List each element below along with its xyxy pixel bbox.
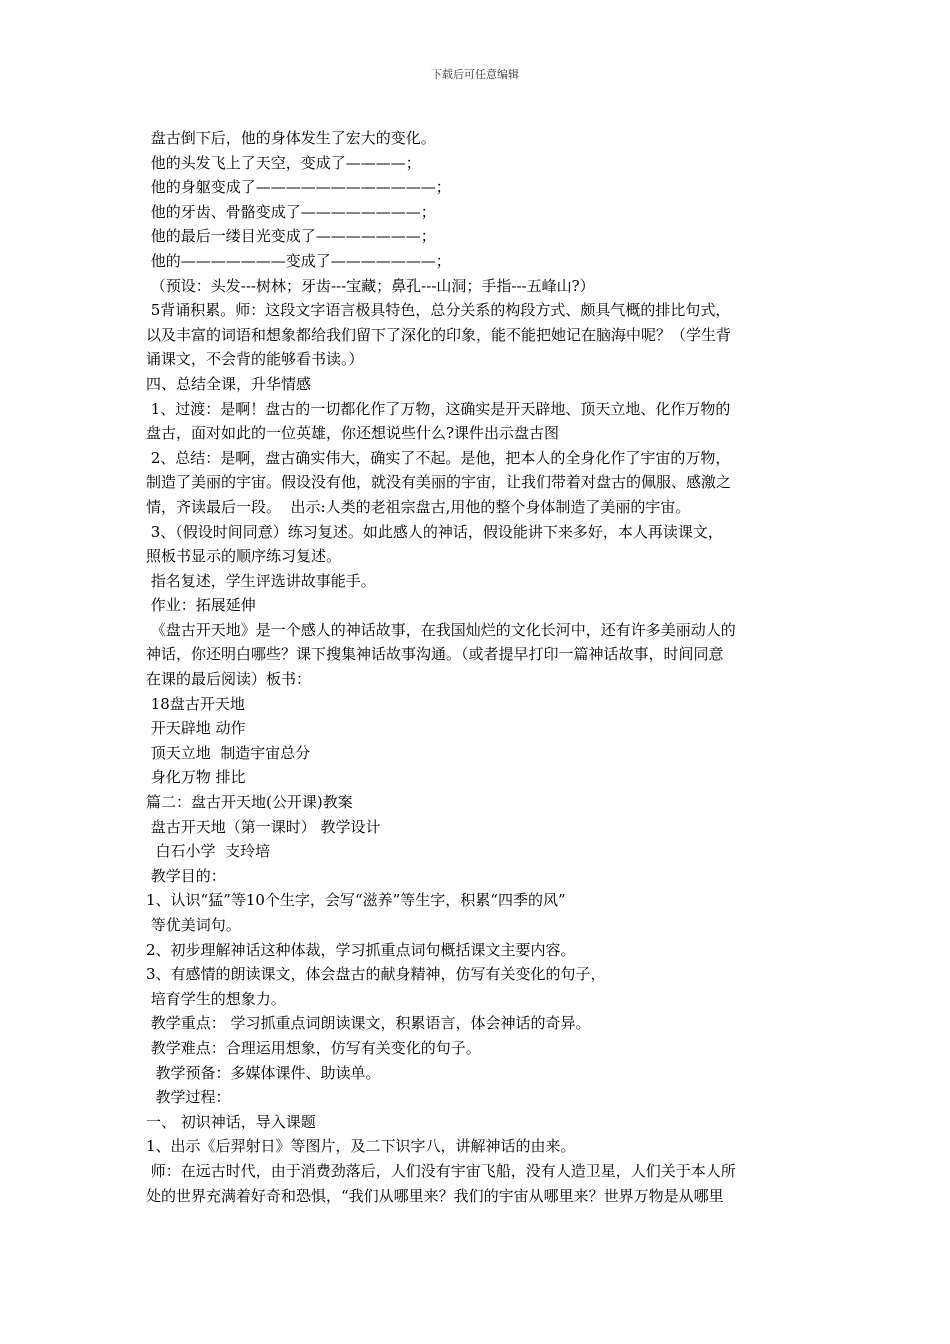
text-line: 他的牙齿、骨骼变成了————————； <box>146 202 436 221</box>
text-line: 神话，你还明白哪些？课下搜集神话故事沟通。（或者提早打印一篇神话故事，时间同意 <box>146 645 724 664</box>
page-header: 下载后可任意编辑 <box>431 68 519 81</box>
text-line: 《盘古开天地》是一个感人的神话故事，在我国灿烂的文化长河中，还有许多美丽动人的 <box>146 620 736 639</box>
text-line: 他的———————变成了———————； <box>146 251 451 270</box>
text-line: 教学目的： <box>146 866 226 885</box>
text-line: 教学重点： 学习抓重点词朗读课文，积累语言，体会神话的奇异。 <box>146 1014 591 1033</box>
text-line: 他的头发飞上了天空，变成了————； <box>146 153 421 172</box>
text-line: 作业：拓展延伸 <box>146 596 256 615</box>
text-line: 等优美词句。 <box>146 916 241 934</box>
text-line: 盘古倒下后，他的身体发生了宏大的变化。 <box>146 129 436 147</box>
text-line: 四、总结全课，升华情感 <box>146 374 312 393</box>
text-line: 他的身躯变成了————————————； <box>146 178 451 197</box>
text-line: 师：在远古时代，由于消费劲落后，人们没有宇宙飞船，没有人造卫星，人们关于本人所 <box>146 1161 736 1180</box>
text-line: 1、过渡：是啊！盘古的一切都化作了万物，这确实是开天辟地、顶天立地、化作万物的 <box>146 399 731 418</box>
text-line: 白石小学 支玲培 <box>146 842 271 861</box>
text-line: 诵课文，不会背的能够看书读。） <box>146 350 364 369</box>
text-line: 1、认识“猛”等10个生字，会写“滋养”等生字，积累“四季的风” <box>146 891 566 910</box>
text-line: 照板书显示的顺序练习复述。 <box>146 547 342 566</box>
text-line: 盘古开天地（第一课时） 教学设计 <box>146 817 381 836</box>
text-line: 顶天立地 制造宇宙总分 <box>146 743 311 762</box>
text-line: 2、总结：是啊，盘古确实伟大，确实了不起。是他，把本人的全身化作了宇宙的万物， <box>146 448 731 467</box>
text-line: 篇二：盘古开天地(公开课)教案 <box>146 793 353 812</box>
text-line: 培育学生的想象力。 <box>146 989 286 1008</box>
text-line: 开天辟地 动作 <box>146 719 246 738</box>
text-line: 3、有感情的朗读课文，体会盘古的献身精神，仿写有关变化的句子， <box>146 965 606 984</box>
text-line: 以及丰富的词语和想象都给我们留下了深化的印象，能不能把她记在脑海中呢？（学生背 <box>146 325 732 344</box>
text-line: 教学过程： <box>146 1088 231 1107</box>
text-line: 盘古，面对如此的一位英雄，你还想说些什么?课件出示盘古图 <box>146 424 560 443</box>
text-line: 身化万物 排比 <box>146 768 246 787</box>
text-line: 18盘古开天地 <box>146 694 245 713</box>
document-body <box>146 126 806 1208</box>
text-line: 指名复述，学生评选讲故事能手。 <box>146 571 376 590</box>
text-line: 教学难点：合理运用想象，仿写有关变化的句子。 <box>146 1038 481 1057</box>
text-line: 一、 初识神话，导入课题 <box>146 1112 316 1131</box>
text-line: 5背诵积累。师：这段文字语言极具特色，总分关系的构段方式、颇具气概的排比句式， <box>146 301 731 320</box>
text-line: 1、出示《后羿射日》等图片，及二下识字八，讲解神话的由来。 <box>146 1137 576 1156</box>
text-line: 处的世界充满着好奇和恐惧，“我们从哪里来？我们的宇宙从哪里来？世界万物是从哪里 <box>146 1186 724 1205</box>
text-line: 情，齐读最后一段。 出示:人类的老祖宗盘古,用他的整个身体制造了美丽的宇宙。 <box>146 497 691 516</box>
text-line: 制造了美丽的宇宙。假设没有他，就没有美丽的宇宙，让我们带着对盘古的佩服、感激之 <box>146 473 732 492</box>
text-line: 2、初步理解神话这种体裁，学习抓重点词句概括课文主要内容。 <box>146 940 576 959</box>
text-line: （预设：头发---树林；牙齿---宝藏；鼻孔---山洞；手指---五峰山?） <box>146 276 595 295</box>
text-line: 3、（假设时间同意）练习复述。如此感人的神话，假设能讲下来多好，本人再读课文， <box>146 522 723 541</box>
text-line: 教学预备：多媒体课件、助读单。 <box>146 1063 381 1082</box>
text-line: 在课的最后阅读）板书： <box>146 670 312 689</box>
text-line: 他的最后一缕目光变成了———————； <box>146 227 436 246</box>
